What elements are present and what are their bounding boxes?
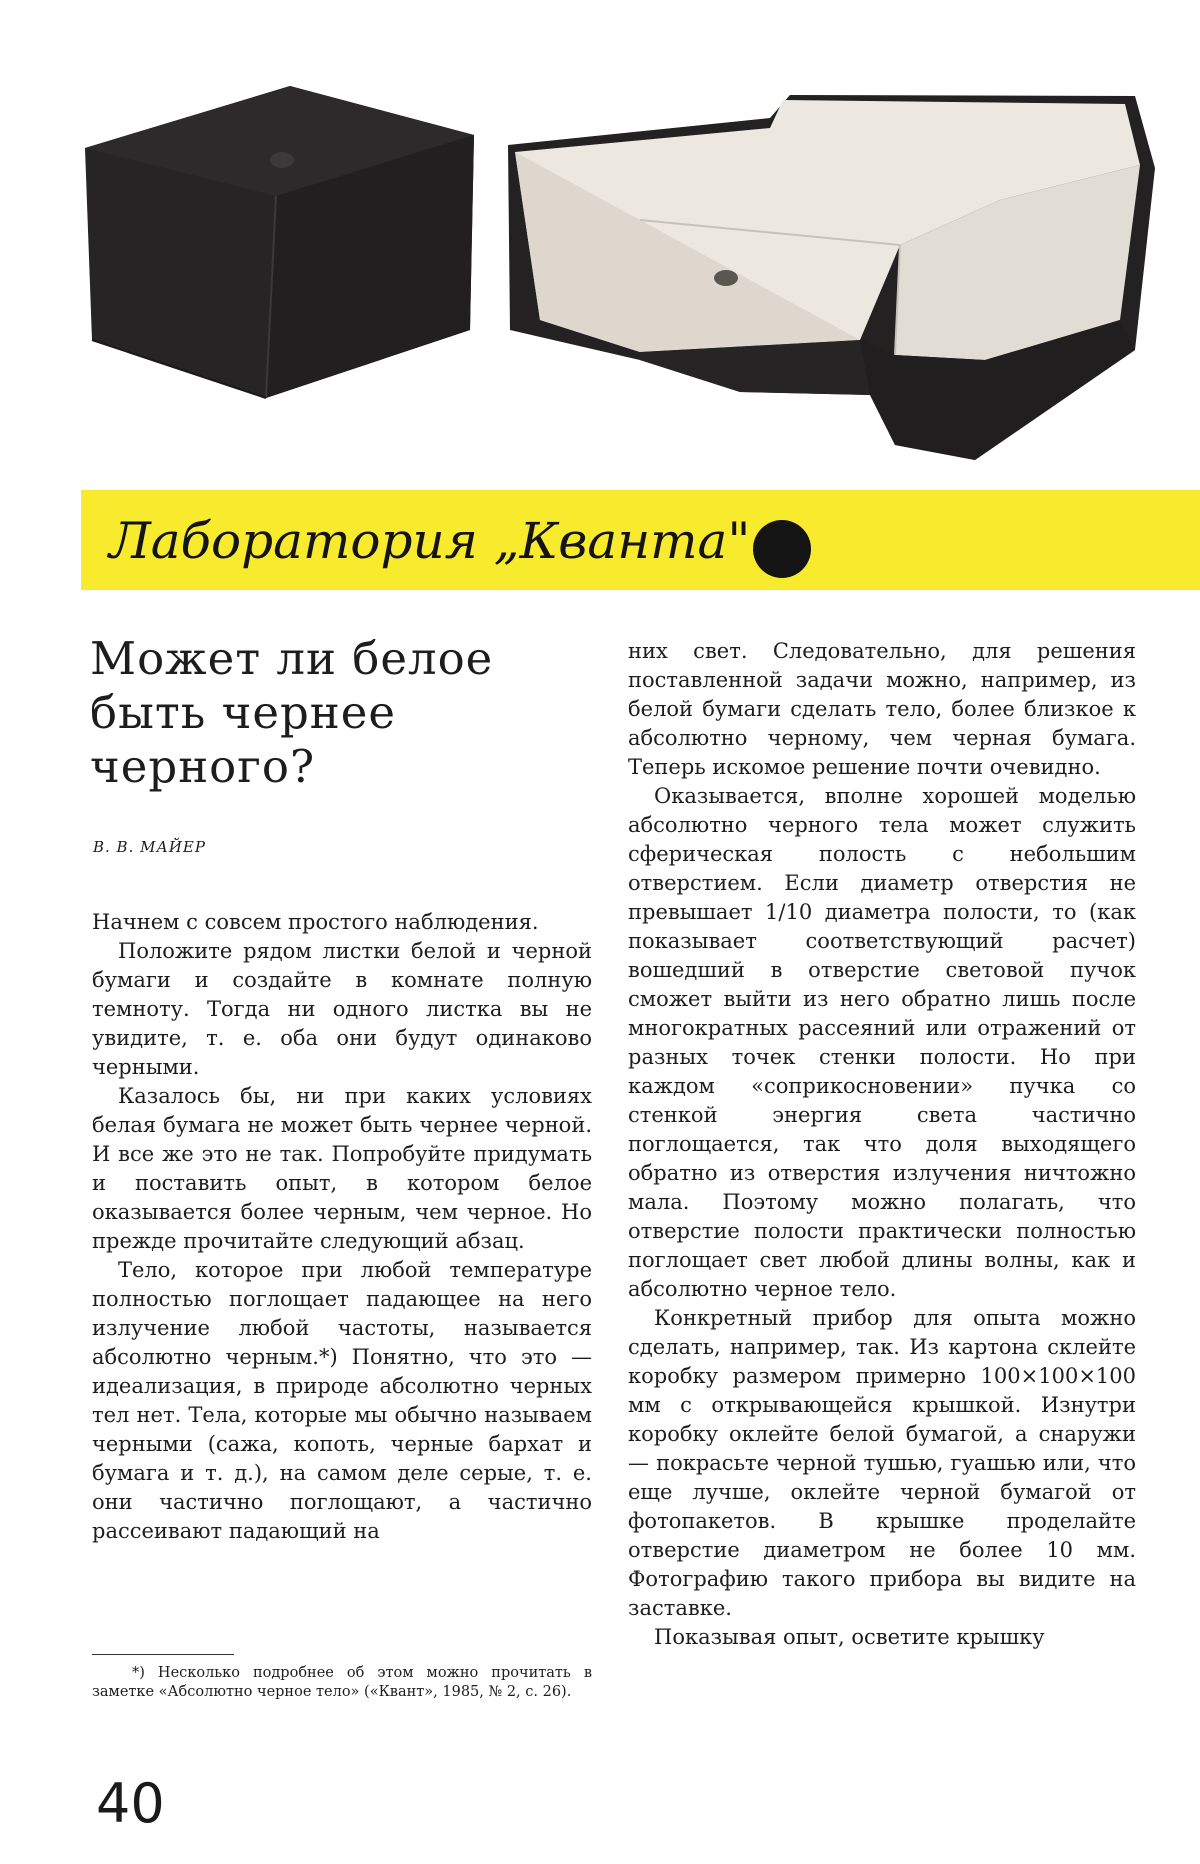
paragraph: Начнем с совсем простого наблюдения. xyxy=(92,910,539,934)
article-title-line: Может ли белое xyxy=(90,632,494,685)
paragraph: Положите рядом листки белой и черной бумаги и создайте в комнате полную темноту. Тогда ни одного листка вы не увидите, т. е. оба они будут одинаково черными. xyxy=(92,939,592,1079)
article-author: В. В. МАЙЕР xyxy=(93,838,206,856)
paragraph: Казалось бы, ни при каких условиях белая бумага не может быть чернее черной. И все же это не так. Попробуйте придумать и поставить опыт, в котором белое оказывается более черным, чем черное. Но прежде прочитайте следующий абзац. xyxy=(92,1084,592,1253)
paragraph: них свет. Следовательно, для решения поставленной задачи можно, например, из белой бумаги сделать тело, более близкое к абсолютно черному, чем черная бумага. Теперь искомое решение почти очевидно. xyxy=(628,639,1136,779)
open-box-photo xyxy=(508,95,1155,460)
paragraph: Конкретный прибор для опыта можно сделать, например, так. Из картона склейте коробку размером примерно 100×100×100 мм с открывающейся крышкой. Изнутри коробку оклейте белой бумагой, а снаружи — покрасьте черной тушью, гуашью или, что еще лучше, оклейте черной бумагой от фотопакетов. В крышке проделайте отверстие диаметром не более 10 мм. Фотографию такого прибора вы видите на заставке. xyxy=(628,1306,1136,1620)
article-left-column xyxy=(92,908,592,1546)
paragraph: Показывая опыт, осветите крышку xyxy=(654,1625,1045,1649)
footnote xyxy=(92,1664,592,1702)
section-banner-handwriting xyxy=(101,498,801,582)
closed-box-photo xyxy=(85,86,474,398)
box-photos xyxy=(0,0,1200,490)
page-number: 40 xyxy=(96,1772,165,1835)
paragraph: Тело, которое при любой температуре полностью поглощает падающее на него излучение любой частоты, называется абсолютно черным.*) Понятно, что это — идеализация, в природе абсолютно черных тел нет. Тела, которые мы обычно называем черными (сажа, копоть, черные бархат и бумага и т. д.), на самом деле серые, т. е. они частично поглощают, а частично рассеивают падающий на xyxy=(92,1258,592,1543)
section-banner xyxy=(81,490,1200,590)
section-banner-dot xyxy=(753,520,811,578)
article-right-column xyxy=(628,637,1136,1652)
article-title xyxy=(90,632,590,794)
svg-text:Лаборатория „Кванта": Лаборатория „Кванта" xyxy=(109,512,751,570)
article-title-line: быть чернее xyxy=(90,686,397,739)
footnote-text: *) Несколько подробнее об этом можно прочитать в заметке «Абсолютно черное тело» («Квант», 1985, № 2, с. 26). xyxy=(92,1665,592,1700)
footnote-divider xyxy=(92,1654,234,1655)
article-title-line: черного? xyxy=(90,740,316,793)
paragraph: Оказывается, вполне хорошей моделью абсолютно черного тела может служить сферическая полость с небольшим отверстием. Если диаметр отверстия не превышает 1/10 диаметра полости, то (как показывает соответствующий расчет) вошедший в отверстие световой пучок сможет выйти из него обратно лишь после многократных рассеяний или отражений от разных точек стенки полости. Но при каждом «соприкосновении» пучка со стенкой энергия света частично поглощается, так что доля выходящего обратно из отверстия излучения ничтожно мала. Поэтому можно полагать, что отверстие полости практически полностью поглощает свет любой длины волны, как и абсолютно черное тело. xyxy=(628,784,1136,1301)
